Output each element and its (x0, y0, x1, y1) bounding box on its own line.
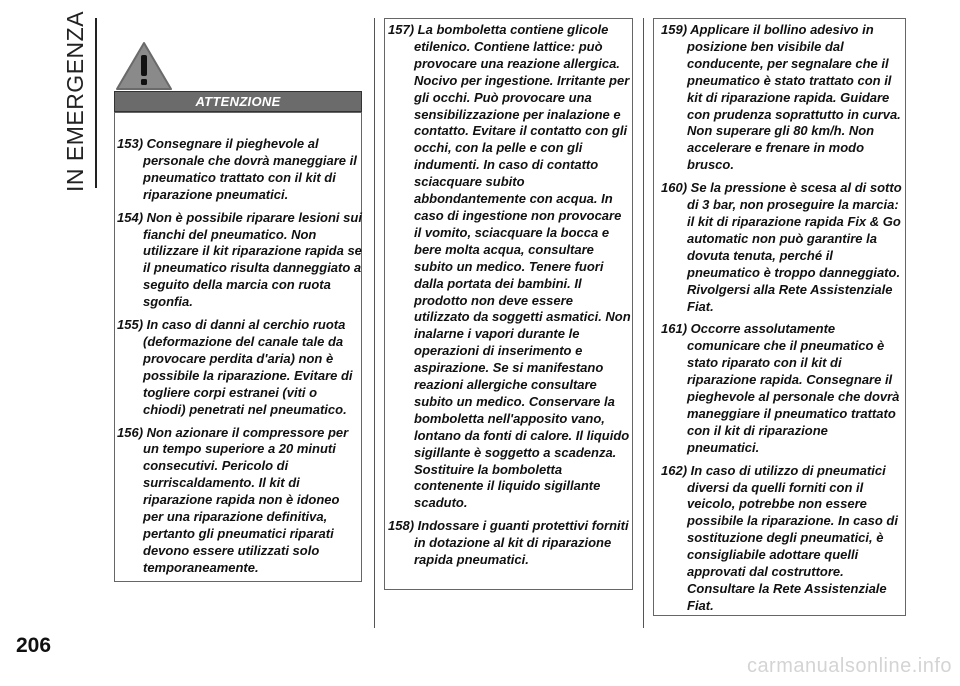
note-159: 159) Applicare il bollino adesivo in posizione ben visibile dal conducente, per segnalare che il pneumatico è stato trattato con il kit di riparazione rapida. Guidare con prudenza soprattutto in curva. Non superare gli 80 km/h. Non accelerare e frenare in modo brusco. (661, 22, 901, 173)
section-title-rule (95, 18, 97, 188)
note-154: 154) Non è possibile riparare lesioni sui fianchi del pneumatico. Non utilizzare il kit riparazione rapida se il pneumatico risulta danneggiato a seguito della marcia con ruota sgonfia. (117, 209, 362, 310)
page-number: 206 (16, 634, 52, 657)
note-157: 157) La bomboletta contiene glicole etilenico. Contiene lattice: può provocare una reazione allergica. Nocivo per ingestione. Irritante per gli occhi. Può provocare una sensibilizzazione per inalazione e contatto. Evitare il contatto con gli occhi, con la pelle e con gli indumenti. In caso di contatto sciacquare subito abbondantemente con acqua. In caso di ingestione non provocare il vomito, sciacquare la bocca e bere molta acqua, consultare subito un medico. Tenere fuori dalla portata dei bambini. Il prodotto non deve essere utilizzato da soggetti asmatici. Non inalarne i vapori durante le operazioni di inserimento e aspirazione. Se si manifestano reazioni allergiche consultare subito un medico. Conservare la bomboletta nell'apposito vano, lontano da fonti di calore. Il liquido sigillante è soggetto a scadenza. Sostituire la bomboletta contenente il liquido sigillante scaduto. (388, 22, 631, 511)
note-158: 158) Indossare i guanti protettivi forniti in dotazione al kit di riparazione rapida pneumatici. (388, 518, 629, 568)
note-162: 162) In caso di utilizzo di pneumatici diversi da quelli forniti con il veicolo, potrebbe non essere possibile la riparazione. In caso di sostituzione degli pneumatici, è consigliabile adottare quelli approvati dal costruttore. Consultare la Rete Assistenziale Fiat. (661, 462, 898, 613)
watermark-text: carmanualsonline.info (746, 655, 952, 677)
note-156: 156) Non azionare il compressore per un tempo superiore a 20 minuti consecutivi. Pericolo di surriscaldamento. Il kit di riparazione rapida non è idoneo per una riparazione definitiva, pertanto gli pneumatici riparati devono essere utilizzati solo temporaneamente. (117, 424, 349, 575)
notes-column-3 (661, 22, 903, 621)
column-divider-1 (374, 18, 375, 628)
notes-column-2 (388, 22, 631, 575)
attention-header: ATTENZIONE (114, 91, 362, 112)
note-160: 160) Se la pressione è scesa al di sotto di 3 bar, non proseguire la marcia: il kit di riparazione rapida Fix & Go automatic non può garantire la dovuta tenuta, perché il pneumatico è troppo danneggiato. Rivolgersi alla Rete Assistenziale Fiat. (661, 180, 902, 314)
note-155: 155) In caso di danni al cerchio ruota (deformazione del canale tale da provocare perdita d'aria) non è possibile la riparazione. Evitare di togliere corpi estranei (viti o chiodi) penetrati nel pneumatico. (117, 317, 353, 417)
column-divider-2 (643, 18, 644, 628)
notes-column-1 (117, 136, 362, 583)
warning-triangle-icon (114, 40, 174, 92)
note-161: 161) Occorre assolutamente comunicare che il pneumatico è stato riparato con il kit di riparazione rapida. Consegnare il pieghevole al personale che dovrà maneggiare il pneumatico trattato con il kit di riparazione pneumatici. (661, 321, 900, 455)
note-153: 153) Consegnare il pieghevole al personale che dovrà maneggiare il pneumatico trattato con il kit di riparazione pneumatici. (117, 136, 357, 202)
section-title: IN EMERGENZA (62, 10, 89, 193)
